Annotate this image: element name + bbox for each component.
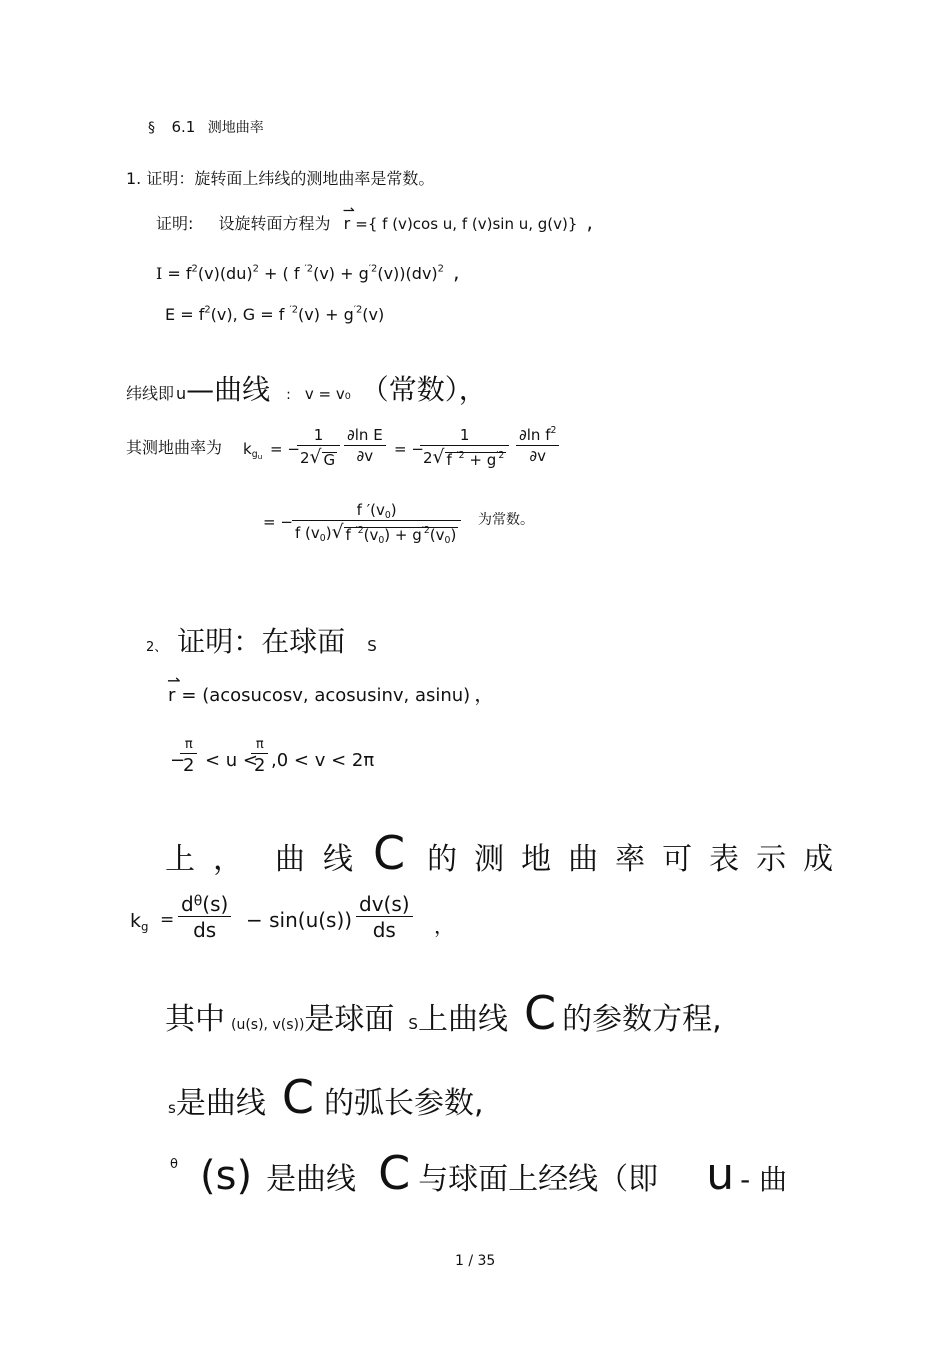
sphere-r-equation-line: ⇀ r = (acosucosv, acosusinv, asinu) ， bbox=[167, 671, 495, 706]
theta-line: (s) 是曲线 C 与球面上经线（即 u - 曲 bbox=[200, 1146, 788, 1200]
kg-equals: = bbox=[160, 910, 175, 930]
fraction-dlnf2-dv: ∂ln $f^2$ ∂v bbox=[516, 428, 559, 464]
fraction-pi-over-2-b: π 2 bbox=[251, 738, 268, 775]
kg-mid: − sin(u(s)) bbox=[246, 908, 353, 932]
page-number: 1 / 35 bbox=[455, 1253, 496, 1269]
range-mid: < u < bbox=[205, 750, 259, 771]
fraction-dv-ds: dv(s) ds bbox=[356, 894, 413, 940]
fraction-1-over-2root: 1 2 √ f $^{'2} + g^{'2}$ bbox=[420, 428, 509, 468]
where-line: 其中 (u(s), v(s)) 是球面 S 上曲线 C 的参数方程, bbox=[165, 986, 722, 1040]
range-minus: − bbox=[170, 750, 186, 771]
fraction-dtheta-ds: $d^\theta(s)$ ds bbox=[178, 894, 231, 940]
r-equation: ={ f (v)cos u, f (v)sin u, g(v)} bbox=[355, 215, 578, 233]
latitude-dash-curve: —曲线 bbox=[186, 373, 271, 406]
fraction-final: f $'(v_0)$ f $(v_0)$ √ f $^{'2}(v_0) + g^{'2}(v_0)$ bbox=[292, 503, 461, 543]
proof-setup-line: 证明: 设旋转面方程为 ⇀ r ={ f (v)cos u, f (v)sin u, g(v)} , bbox=[156, 202, 593, 234]
latitude-v-eq: v = v₀ bbox=[304, 385, 351, 403]
kg-symbol: $k_g$ bbox=[130, 910, 149, 934]
sphere-S: S bbox=[367, 637, 377, 655]
section-title: 测地曲率 bbox=[207, 120, 264, 136]
equals-minus-3: = − bbox=[263, 513, 293, 531]
equals-minus-2: = − bbox=[394, 440, 424, 458]
geodesic-curvature-label: 其测地曲率为 bbox=[126, 438, 223, 457]
theta-symbol: θ bbox=[170, 1157, 178, 1172]
latitude-line: 纬线即 u —曲线 : v = v₀ （常数）， bbox=[126, 373, 487, 406]
first-form-equation: = $f^2(v)(du)^2$ + ( f $^{'2}(v) + g^{'2}(v))(dv)^2$ bbox=[167, 263, 444, 283]
document-page: § 6.1 测地曲率 1. 证明：旋转面上纬线的测地曲率是常数。 证明: 设旋转面方程为 ⇀ r ={ f (v)cos u, f (v)sin u, g(v)} , $I = f^2(v)(du)^2$ + ( f $^{'2}(v) + g^{'2}(v))(dv)^2$ , $E = f^2(v)$, G = f $^{'2}(v) + g^{'2}(v)$ 纬线即 u —曲线 : v = v₀ （常数）， 其测地曲率为 $k_{g_u}$ = − 1 2 √ G ∂ln E ∂v = − 1 2 √ f $^{'2} + g^{'2}$ ∂ln $f^2$ ∂v = − f $'(v_0)$ f $(v_0)$ √ f $^{'2}(v_0) + g^{'2}(v_0)$ 为常数。 2、 证明：在球面 S ⇀ r = (acosucosv, acosusinv, asinu) ， − π 2 < u < π 2 ,0 < v < 2π 上， 曲线 C 的测地曲率可表示成 $k_g$ = $d^\theta(s)$ ds − sin(u(s)) dv(s) ds ， 其中 (u(s), v(s)) 是球面 S 上曲线 C 的参数方程, s 是曲线 C 的弧长参数, θ (s) 是曲线 C 与球面上经线（即 u - 曲 1 / 35 bbox=[126, 118, 851, 1269]
coefficients-EG: $E = f^2(v)$, G = f $^{'2}(v) + g^{'2}(v)$ bbox=[165, 304, 385, 324]
problem2-title-line bbox=[146, 625, 377, 662]
is-constant-text: 为常数。 bbox=[478, 512, 534, 528]
fraction-1-over-2rootG: 1 2 √ G bbox=[297, 428, 340, 468]
latitude-const: （常数）， bbox=[360, 373, 487, 406]
fraction-dlnE-dv: ∂ln E ∂v bbox=[344, 428, 386, 464]
sphere-r-equation: = (acosucosv, acosusinv, asinu) bbox=[181, 685, 471, 706]
u-big: u bbox=[706, 1149, 735, 1200]
section-number: 6.1 bbox=[171, 118, 196, 136]
fraction-pi-over-2-a: π 2 bbox=[180, 738, 197, 775]
latitude-text: 纬线即 bbox=[126, 384, 175, 403]
problem2-title: 证明：在球面 bbox=[177, 625, 346, 658]
curve-C: C bbox=[373, 826, 406, 880]
latitude-u: u bbox=[176, 384, 187, 403]
first-fundamental-form: $I = f^2(v)(du)^2$ + ( f $^{'2}(v) + g^{'2}(v))(dv)^2$ , bbox=[156, 260, 460, 284]
theta-s: (s) bbox=[200, 1153, 253, 1199]
range-end: ,0 < v < 2π bbox=[271, 750, 375, 771]
section-symbol: § bbox=[148, 120, 155, 136]
arc-length-line: s 是曲线 C 的弧长参数, bbox=[168, 1070, 484, 1124]
equals-minus-1: = − bbox=[270, 440, 300, 458]
problem2-number: 2、 bbox=[146, 640, 168, 655]
problem1-statement: 1. 证明：旋转面上纬线的测地曲率是常数。 bbox=[126, 169, 435, 188]
proof-label: 证明: bbox=[156, 214, 194, 233]
vector-r-2: ⇀ r bbox=[167, 671, 181, 706]
param-u-v: (u(s), v(s)) bbox=[231, 1017, 305, 1033]
section-header bbox=[148, 120, 264, 135]
vector-r: ⇀ r bbox=[342, 202, 355, 233]
line-curve-C: 上， 曲线 C 的测地曲率可表示成 bbox=[165, 826, 851, 880]
kg-u-symbol: $k_{g_u}$ bbox=[243, 440, 263, 461]
setup-text: 设旋转面方程为 bbox=[218, 214, 331, 233]
